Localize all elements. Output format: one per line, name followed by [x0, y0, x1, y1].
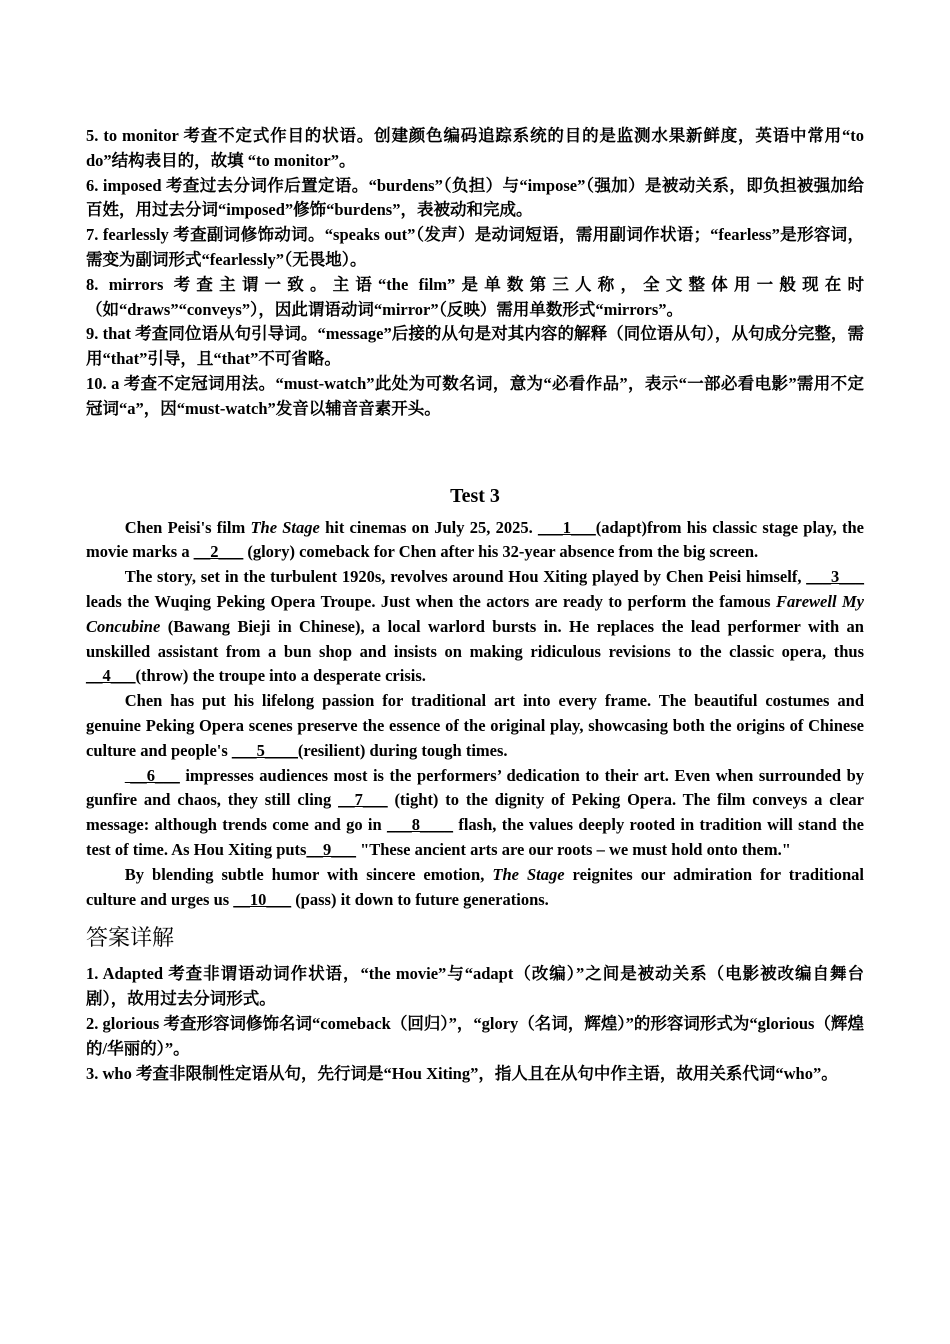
passage-paragraph-3 [86, 689, 864, 763]
blank-2: __2___ [193, 542, 244, 562]
answer-item: 5. to monitor 考查不定式作目的状语。创建颜色编码追踪系统的目的是监测水果新鲜度，英语中常用“to do”结构表目的，故填 “to monitor”。 [86, 126, 864, 170]
text: By blending subtle humor with sincere emotion, [124, 864, 493, 884]
answer-item: 2. glorious 考查形容词修饰名词“comeback（回归）”，“glory（名词，辉煌）”的形容词形式为“glorious（辉煌的/华丽的）”。 [86, 1013, 864, 1058]
blank-1: ___1___ [537, 517, 596, 537]
passage-paragraph-5 [86, 863, 864, 913]
blank-5: ___5____ [231, 740, 298, 760]
opera-title: Farewell My Concubine [86, 591, 864, 636]
text: (throw) the troupe into a desperate crisis. [135, 666, 426, 686]
text: impresses audiences most is the performers’ dedication to their art. Even when surrounded by gunfire and chaos, they still cling [86, 765, 865, 810]
answer-item: 8. mirrors 考查主谓一致。主语“the film”是单数第三人称，全文整体用一般现在时（如“draws”“conveys”），因此谓语动词“mirror”（反映）需用单数形式“mirrors”。 [86, 274, 864, 319]
blank-7: __7___ [338, 790, 388, 810]
text: leads the Wuqing Peking Opera Troupe. Just when the actors are ready to perform the famous [86, 591, 777, 611]
blank-3: ___3___ [806, 567, 864, 587]
text: (Bawang Bieji in Chinese), a local warlord bursts in. He replaces the lead performer with an unskilled assistant from a bun shop and insists on making ridiculous revisions to the classic opera, thus [86, 616, 864, 661]
answer-item: 3. who 考查非限制性定语从句，先行词是“Hou Xiting”，指人且在从句中作主语，故用关系代词“who”。 [86, 1063, 838, 1083]
answer-item: 9. that 考查同位语从句引导词。“message”后接的从句是对其内容的解释（同位语从句），从句成分完整，需用“that”引导，且“that”不可省略。 [86, 324, 864, 369]
passage [86, 516, 864, 913]
answer-explanations [86, 962, 864, 1086]
text: (resilient) during tough times. [297, 740, 508, 760]
text: The story, set in the turbulent 1920s, revolves around Hou Xiting played by Chen Peisi himself, [124, 567, 807, 587]
text: flash, the values deeply rooted in tradition will stand the test of time. As Hou Xiting puts [86, 815, 864, 859]
passage-paragraph-1 [86, 516, 864, 566]
blank-9: __9___ [306, 839, 356, 859]
answer-item: 6. imposed 考查过去分词作后置定语。“burdens”（负担）与“impose”（强加）是被动关系，即负担被强加给百姓，用过去分词“imposed”修饰“burdens”，表被动和完成。 [86, 175, 864, 220]
answer-item: 10. a 考查不定冠词用法。“must-watch”此处为可数名词，意为“必看作品”，表示“一部必看电影”需用不定冠词“a”，因“must-watch”发音以辅音音素开头。 [86, 373, 864, 418]
answer-item: 1. Adapted 考查非谓语动词作状语，“the movie”与“adapt（改编）”之间是被动关系（电影被改编自舞台剧），故用过去分词形式。 [86, 964, 864, 1009]
page-content [86, 124, 864, 1086]
film-title: The Stage [250, 517, 320, 537]
text: reignites our admiration for traditional culture and urges us [86, 864, 864, 909]
blank-4: __4___ [86, 666, 136, 686]
passage-paragraph-2 [86, 565, 864, 689]
test-title: Test 3 [450, 484, 500, 507]
answer-section-heading: 答案详解 [86, 926, 175, 952]
blank-8: ___8____ [387, 815, 454, 835]
text: hit cinemas on July 25, 2025. [319, 517, 538, 537]
answer-explanations-continued [86, 124, 864, 422]
section-gap [86, 422, 864, 482]
blank-6: __6___ [124, 765, 180, 785]
text: (adapt)from his classic stage play, the movie marks a [86, 517, 864, 562]
text: (glory) comeback for Chen after his 32-year absence from the big screen. [243, 542, 759, 562]
text: Chen has put his lifelong passion for traditional art into every frame. The beautiful costumes and genuine Peking Opera scenes preserve the essence of the original play, showcasing both the origins of Chinese culture and people's [86, 691, 864, 760]
passage-paragraph-4 [86, 764, 864, 863]
film-title: The Stage [492, 864, 565, 884]
text: Chen Peisi's film [124, 517, 251, 537]
text: (pass) it down to future generations. [291, 889, 549, 909]
blank-10: __10___ [233, 889, 292, 909]
answer-item: 7. fearlessly 考查副词修饰动词。“speaks out”（发声）是动词短语，需用副词作状语；“fearless”是形容词，需变为副词形式“fearlessly”（无畏地）。 [86, 225, 864, 269]
text: (tight) to the dignity of Peking Opera. The film conveys a clear message: although trends come and go in [86, 790, 865, 835]
text: "These ancient arts are our roots – we must hold onto them." [355, 839, 791, 859]
